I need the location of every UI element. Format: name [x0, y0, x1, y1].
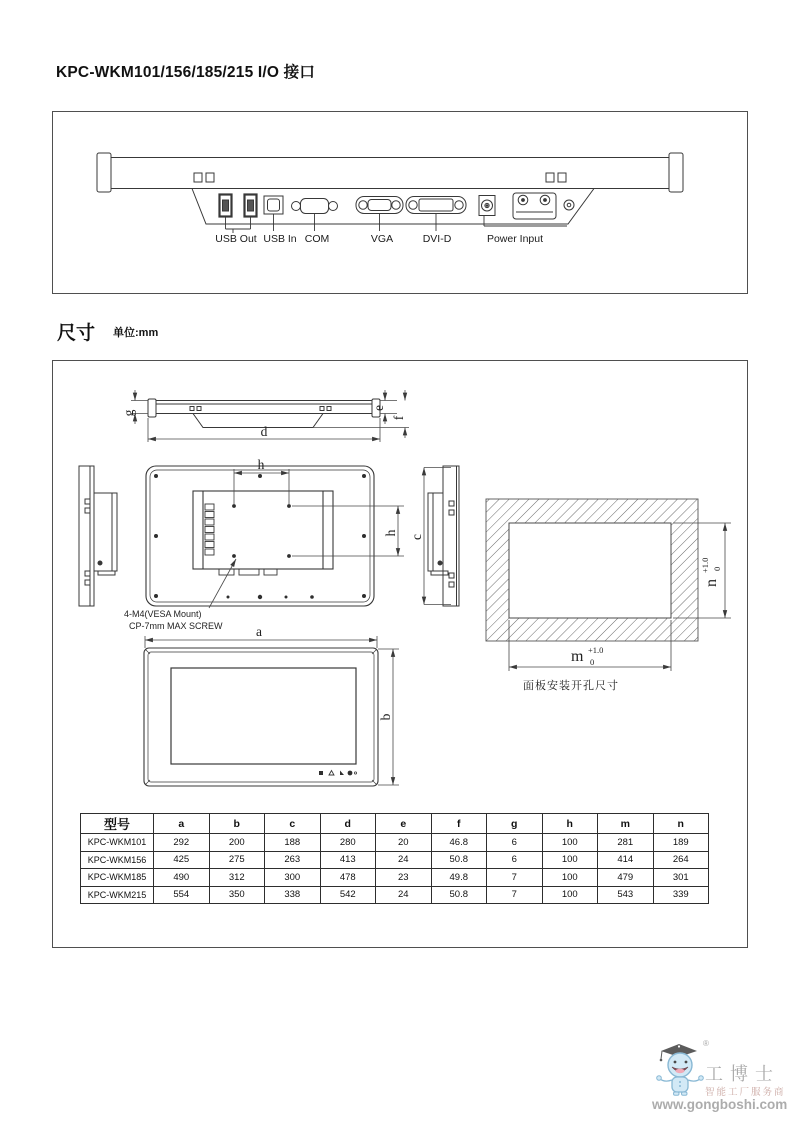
rear-screw-dots: [154, 474, 366, 599]
mounting-hole: [564, 200, 574, 210]
power-terminal-block: [513, 193, 556, 219]
dim-n-tol-sub: 0: [712, 566, 722, 571]
dim-m-tol-sub: 0: [590, 657, 595, 667]
logo-website: www.gongboshi.com: [652, 1097, 788, 1112]
spec-value-cell: 6: [487, 834, 543, 852]
spec-value-cell: 200: [209, 834, 265, 852]
top-view-dim-lines: [131, 390, 409, 442]
dimensions-heading-row: [57, 318, 158, 345]
io-diagram-panel: [52, 111, 748, 294]
spec-table-body: [81, 834, 709, 904]
dim-label-b: b: [378, 713, 393, 721]
com-port: [292, 199, 338, 214]
spec-value-cell: 413: [320, 851, 376, 869]
registered-mark: ®: [703, 1039, 709, 1048]
dim-label-c: c: [409, 534, 424, 540]
spec-row: [81, 869, 709, 887]
dim-label-h-right: h: [383, 529, 398, 537]
panel-left-cap: [97, 153, 111, 192]
label-vga: VGA: [370, 233, 394, 245]
dimensions-unit-note: 单位:mm: [113, 327, 159, 339]
vesa-holes: [232, 504, 291, 558]
spec-col-header: n: [653, 814, 709, 834]
dim-label-e: e: [371, 405, 386, 411]
spec-row: [81, 886, 709, 904]
right-side-view: [428, 466, 459, 606]
dim-label-n: n: [703, 579, 720, 587]
spec-value-cell: 338: [265, 886, 321, 904]
spec-col-header: m: [598, 814, 654, 834]
vga-port: [356, 197, 403, 214]
spec-value-cell: 339: [653, 886, 709, 904]
spec-col-header: e: [376, 814, 432, 834]
panel-cutout: [486, 499, 698, 641]
spec-value-cell: 275: [209, 851, 265, 869]
vesa-note-line1: 4-M4(VESA Mount): [124, 609, 202, 619]
spec-value-cell: 100: [542, 851, 598, 869]
spec-table-head: [81, 814, 709, 834]
front-view-dim-lines: [145, 636, 399, 785]
spec-value-cell: 188: [265, 834, 321, 852]
dim-m-tol-sup: +1.0: [588, 645, 604, 655]
dimensions-heading: 尺寸: [57, 323, 96, 344]
spec-model-cell: KPC-WKM101: [81, 834, 154, 852]
dim-label-g: g: [121, 409, 136, 417]
spec-value-cell: 46.8: [431, 834, 487, 852]
rear-view: [146, 466, 374, 606]
spec-value-cell: 49.8: [431, 869, 487, 887]
spec-value-cell: 292: [154, 834, 210, 852]
spec-value-cell: 189: [653, 834, 709, 852]
spec-col-header: g: [487, 814, 543, 834]
spec-value-cell: 280: [320, 834, 376, 852]
dvi-d-port: [406, 197, 466, 214]
label-com: COM: [304, 233, 330, 245]
spec-model-cell: KPC-WKM185: [81, 869, 154, 887]
spec-value-cell: 542: [320, 886, 376, 904]
spec-value-cell: 50.8: [431, 886, 487, 904]
spec-value-cell: 263: [265, 851, 321, 869]
spec-value-cell: 414: [598, 851, 654, 869]
spec-value-cell: 281: [598, 834, 654, 852]
spec-model-header: 型号: [81, 814, 154, 834]
dim-label-h-top: h: [257, 457, 265, 472]
leader-lines: [226, 213, 568, 233]
spec-value-cell: 490: [154, 869, 210, 887]
vent-squares: [194, 173, 566, 182]
spec-col-header: c: [265, 814, 321, 834]
spec-value-cell: 479: [598, 869, 654, 887]
dim-label-d: d: [260, 424, 268, 439]
vesa-note-line2: CP-7mm MAX SCREW: [129, 621, 223, 631]
spec-value-cell: 24: [376, 851, 432, 869]
dim-label-f: f: [391, 415, 406, 421]
spec-value-cell: 24: [376, 886, 432, 904]
gongboshi-logo: [650, 1038, 792, 1114]
spec-value-cell: 50.8: [431, 851, 487, 869]
power-jack: [479, 196, 495, 216]
spec-value-cell: 100: [542, 886, 598, 904]
dim-label-m: m: [571, 648, 584, 665]
spec-col-header: f: [431, 814, 487, 834]
spec-value-cell: 543: [598, 886, 654, 904]
label-dvi-d: DVI-D: [422, 233, 452, 245]
spec-col-header: h: [542, 814, 598, 834]
dim-label-a: a: [256, 624, 262, 639]
left-side-view: [79, 466, 117, 606]
usb-b-port: [264, 196, 283, 214]
spec-value-cell: 23: [376, 869, 432, 887]
mascot-icon: [656, 1041, 704, 1097]
rear-connector-strip: [205, 504, 214, 555]
spec-value-cell: 7: [487, 869, 543, 887]
spec-value-cell: 6: [487, 851, 543, 869]
spec-value-cell: 100: [542, 834, 598, 852]
usb-a-port-1: [220, 195, 232, 217]
spec-table: [80, 813, 709, 904]
front-view: [144, 648, 378, 786]
spec-value-cell: 554: [154, 886, 210, 904]
spec-value-cell: 350: [209, 886, 265, 904]
dim-label-n-group: [700, 558, 722, 587]
spec-header-row: [81, 814, 709, 834]
spec-col-header: d: [320, 814, 376, 834]
spec-row: [81, 834, 709, 852]
spec-model-cell: KPC-WKM215: [81, 886, 154, 904]
page-title: KPC-WKM101/156/185/215 I/O 接口: [56, 64, 316, 81]
logo-brand-text: 工博士: [705, 1064, 780, 1084]
front-screen: [171, 668, 356, 764]
spec-row: [81, 851, 709, 869]
cutout-caption: 面板安装开孔尺寸: [523, 680, 619, 692]
usb-a-port-2: [245, 195, 257, 217]
spec-value-cell: 312: [209, 869, 265, 887]
panel-right-cap: [669, 153, 683, 192]
spec-value-cell: 7: [487, 886, 543, 904]
dim-n-tol-sup: +1.0: [700, 557, 710, 573]
label-power-input: Power Input: [486, 233, 544, 245]
spec-value-cell: 425: [154, 851, 210, 869]
spec-value-cell: 264: [653, 851, 709, 869]
spec-model-cell: KPC-WKM156: [81, 851, 154, 869]
spec-value-cell: 300: [265, 869, 321, 887]
label-usb-in: USB In: [263, 233, 297, 245]
front-buttons: [319, 771, 357, 776]
io-diagram-drawing: [53, 112, 745, 291]
label-usb-out: USB Out: [215, 233, 257, 245]
rear-view-dim-lines: [209, 469, 404, 608]
dimensions-panel: [52, 360, 748, 948]
spec-col-header: a: [154, 814, 210, 834]
spec-value-cell: 478: [320, 869, 376, 887]
spec-value-cell: 100: [542, 869, 598, 887]
logo-tagline: 智能工厂服务商: [705, 1087, 786, 1098]
spec-value-cell: 301: [653, 869, 709, 887]
spec-value-cell: 20: [376, 834, 432, 852]
spec-col-header: b: [209, 814, 265, 834]
